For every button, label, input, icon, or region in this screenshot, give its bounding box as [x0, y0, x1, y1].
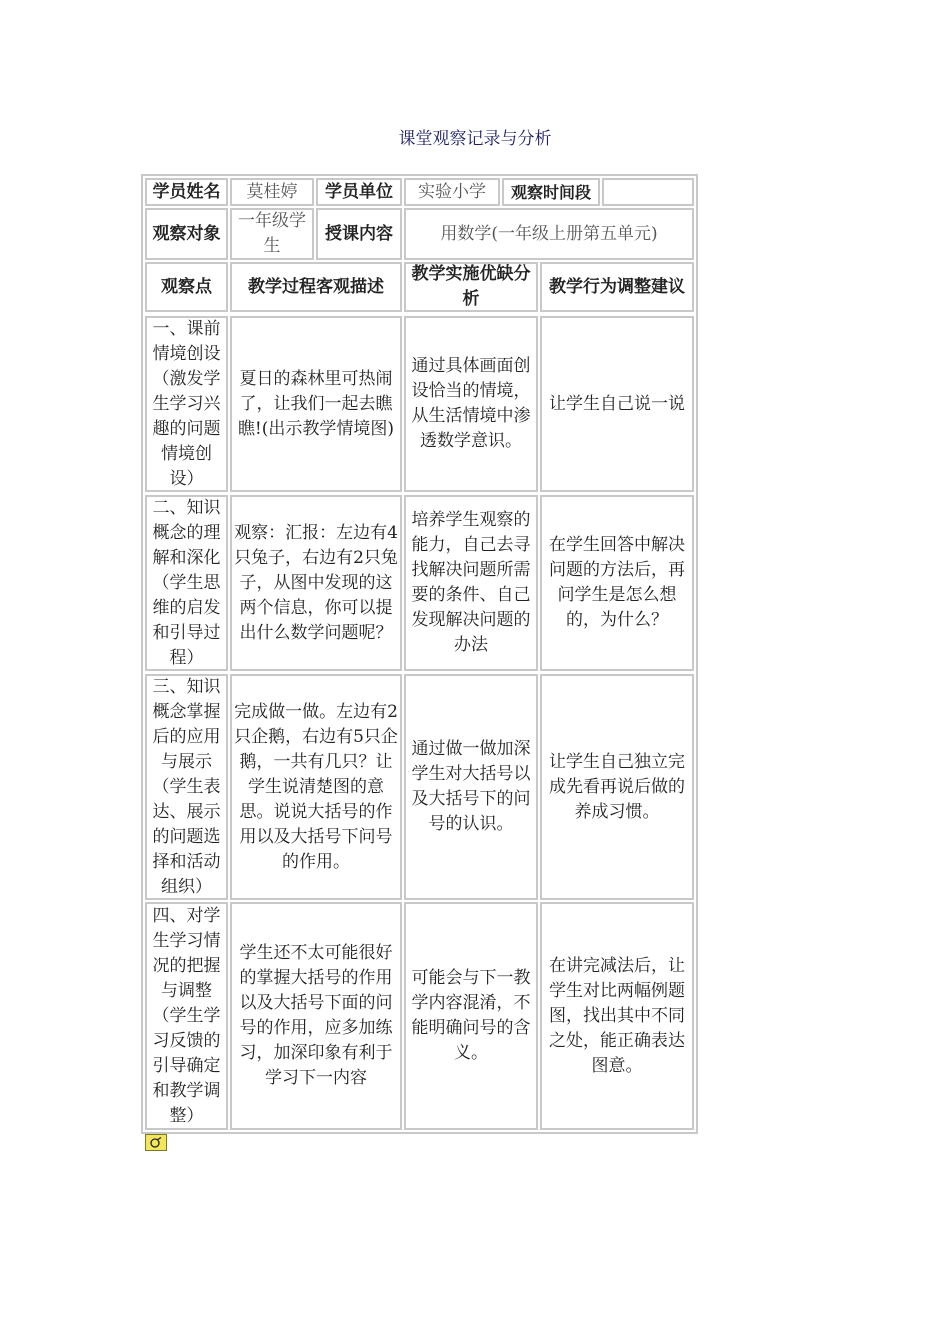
pencil-icon — [149, 1137, 163, 1149]
row-4-process: 学生还不太可能很好的掌握大括号的作用以及大括号下面的问号的作用，应多加练习，加深印象有利于学习下一内容 — [230, 902, 402, 1130]
embedded-object-icon[interactable] — [145, 1134, 167, 1151]
lesson-content-value: 用数学(一年级上册第五单元) — [404, 208, 694, 260]
student-unit-label: 学员单位 — [316, 178, 402, 206]
student-unit-value: 实验小学 — [404, 178, 500, 206]
row-1-observation-point: 一、课前情境创设（激发学生学习兴趣的问题情境创设） — [145, 316, 228, 492]
row-2-suggestion: 在学生回答中解决问题的方法后，再问学生是怎么想的，为什么？ — [540, 495, 694, 671]
row-2-observation-point: 二、知识概念的理解和深化（学生思维的启发和引导过程） — [145, 495, 228, 671]
row-4-suggestion: 在讲完减法后，让学生对比两幅例题图，找出其中不同之处，能正确表达图意。 — [540, 902, 694, 1130]
row-1-process: 夏日的森林里可热闹了，让我们一起去瞧瞧!(出示教学情境图) — [230, 316, 402, 492]
header-adjustment-suggestion: 教学行为调整建议 — [540, 262, 694, 312]
row-3-process: 完成做一做。左边有2只企鹅，右边有5只企鹅，一共有几只？让学生说清楚图的意思。说说大括号的作用以及大括号下问号的作用。 — [230, 674, 402, 900]
row-1-analysis: 通过具体画面创设恰当的情境，从生活情境中渗透数学意识。 — [404, 316, 538, 492]
student-name-label: 学员姓名 — [145, 178, 228, 206]
row-4-analysis: 可能会与下一教学内容混淆，不能明确问号的含义。 — [404, 902, 538, 1130]
student-name-value: 莫桂婷 — [230, 178, 314, 206]
observation-period-value — [602, 178, 694, 206]
row-2-process: 观察：汇报：左边有4只兔子，右边有2只兔子，从图中发现的这两个信息，你可以提出什么数学问题呢？ — [230, 495, 402, 671]
row-1-suggestion: 让学生自己说一说 — [540, 316, 694, 492]
header-implementation-analysis: 教学实施优缺分析 — [404, 262, 538, 312]
observation-period-label: 观察时间段 — [502, 178, 600, 206]
observation-object-label: 观察对象 — [145, 208, 228, 260]
row-3-suggestion: 让学生自己独立完成先看再说后做的养成习惯。 — [540, 674, 694, 900]
row-2-analysis: 培养学生观察的能力，自己去寻找解决问题所需要的条件、自己发现解决问题的办法 — [404, 495, 538, 671]
row-4-observation-point: 四、对学生学习情况的把握与调整（学生学习反馈的引导确定和教学调整） — [145, 902, 228, 1130]
header-process-description: 教学过程客观描述 — [230, 262, 402, 312]
page-title: 课堂观察记录与分析 — [398, 129, 552, 149]
row-3-analysis: 通过做一做加深学生对大括号以及大括号下的问号的认识。 — [404, 674, 538, 900]
header-observation-point: 观察点 — [145, 262, 228, 312]
observation-object-value: 一年级学生 — [230, 208, 314, 260]
lesson-content-label: 授课内容 — [316, 208, 402, 260]
row-3-observation-point: 三、知识概念掌握后的应用与展示（学生表达、展示的问题选择和活动组织） — [145, 674, 228, 900]
